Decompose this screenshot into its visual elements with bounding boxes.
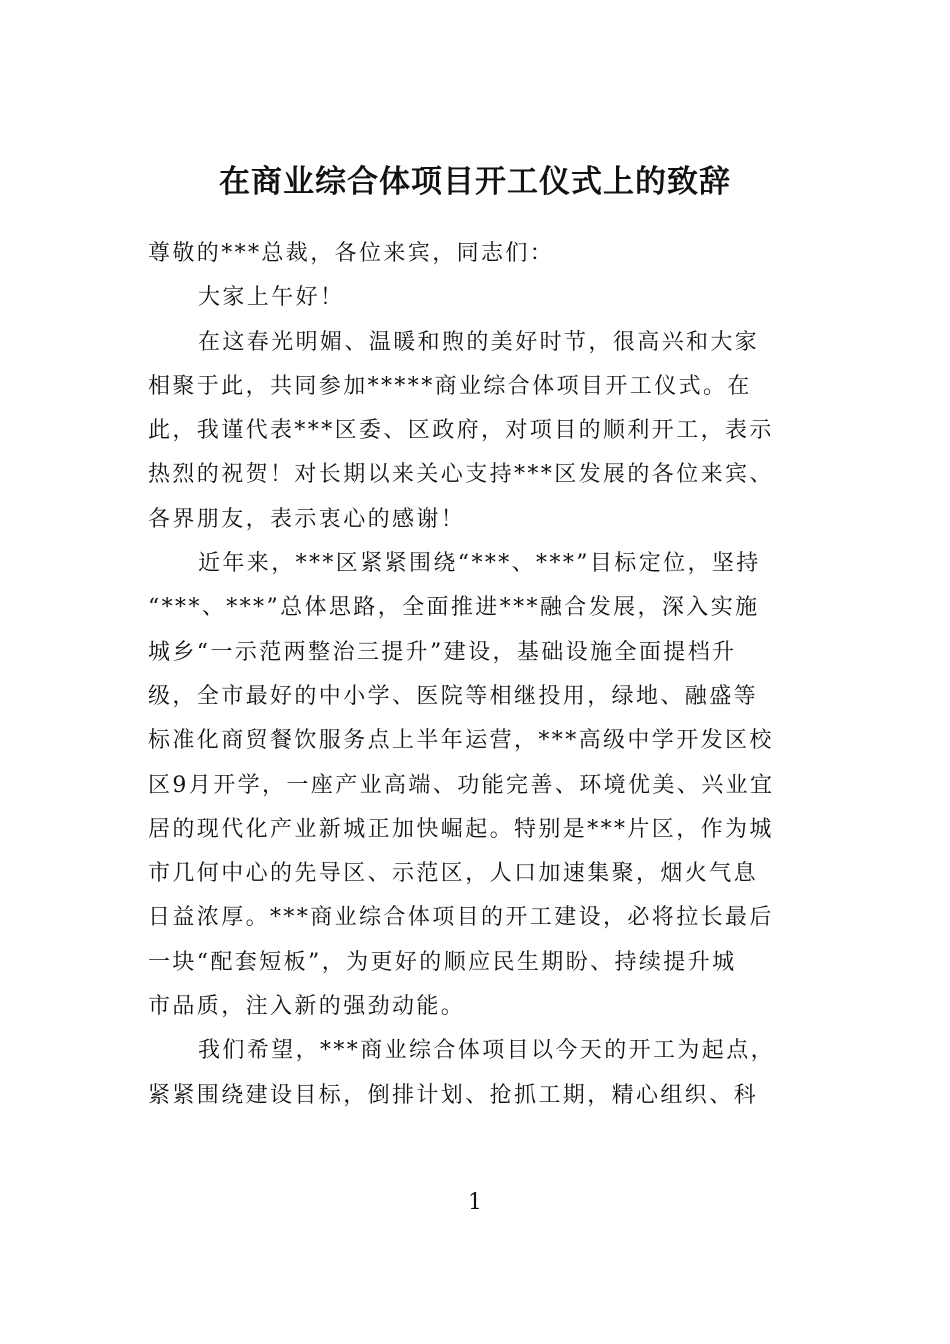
paragraph-line: 日益浓厚。***商业综合体项目的开工建设，必将拉长最后 [148,905,774,931]
paragraph-line: 一块“配套短板”，为更好的顺应民生期盼、持续提升城 [148,949,737,975]
paragraph-line: 市品质，注入新的强劲动能。 [148,994,466,1020]
salutation-line: 尊敬的***总裁，各位来宾，同志们： [148,241,555,266]
paragraph-line: 居的现代化产业新城正加快崛起。特别是***片区，作为城 [148,816,774,842]
paragraph-line: 市几何中心的先导区、示范区，人口加速集聚，烟火气息 [148,861,759,887]
paragraph-line: 在这春光明媚、温暖和煦的美好时节，很高兴和大家 [198,329,760,355]
paragraph-line: “***、***”总体思路，全面推进***融合发展，深入实施 [148,595,760,621]
paragraph-line: 我们希望，***商业综合体项目以今天的开工为起点， [198,1038,776,1064]
paragraph-line: 热烈的祝贺！对长期以来关心支持***区发展的各位来宾、 [148,462,774,488]
document-body [148,232,818,1118]
paragraph-line: 相聚于此，共同参加*****商业综合体项目开工仪式。在 [148,373,752,399]
greeting-line: 大家上午好！ [198,285,345,311]
paragraph-line: 城乡“一示范两整治三提升”建设，基础设施全面提档升 [148,639,737,665]
paragraph-line: 级，全市最好的中小学、医院等相继投用，绿地、融盛等 [148,683,759,709]
paragraph-line: 区9月开学，一座产业高端、功能完善、环境优美、兴业宜 [148,772,775,798]
page-number: 1 [468,1190,482,1215]
paragraph-line: 标准化商贸餐饮服务点上半年运营，***高级中学开发区校 [148,728,774,754]
paragraph-line: 紧紧围绕建设目标，倒排计划、抢抓工期，精心组织、科 [148,1082,759,1108]
paragraph-line: 此，我谨代表***区委、区政府，对项目的顺利开工，表示 [148,418,774,444]
document-title: 在商业综合体项目开工仪式上的致辞 [219,164,731,200]
paragraph-line: 各界朋友，表示衷心的感谢！ [148,506,466,532]
paragraph-line: 近年来，***区紧紧围绕“***、***”目标定位，坚持 [198,551,761,577]
